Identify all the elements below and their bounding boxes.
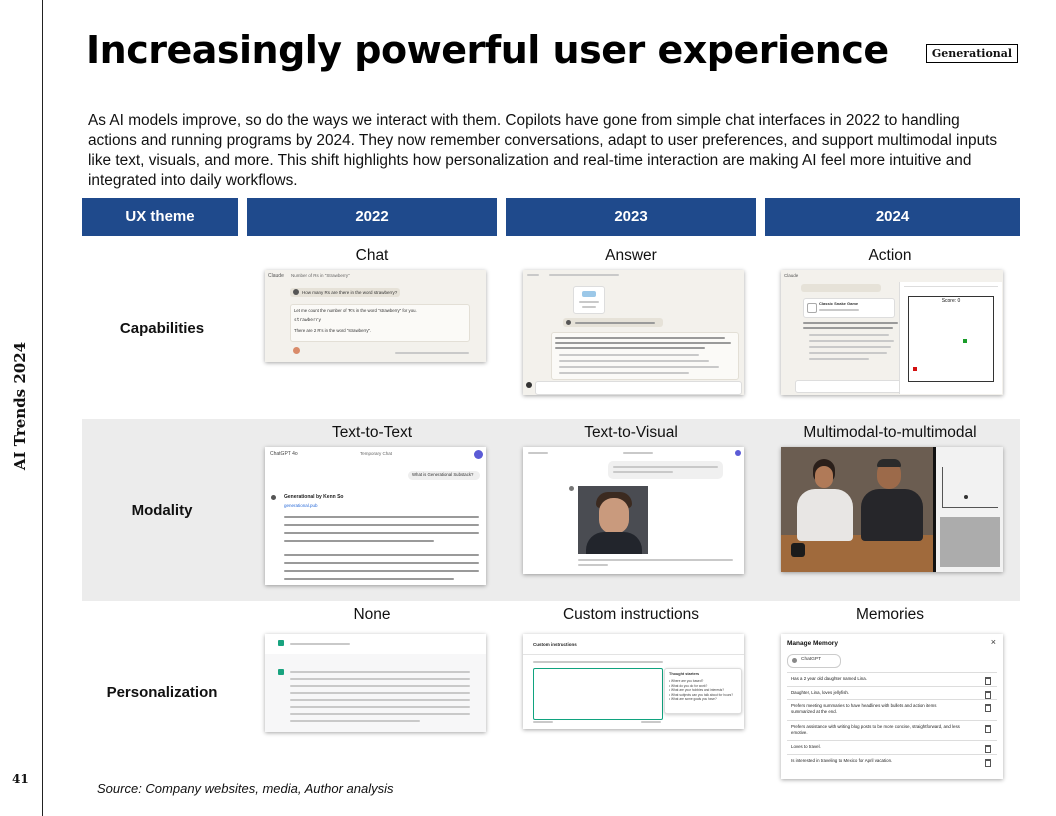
memory-divider (787, 754, 997, 755)
answer-heading: Generational by Kenn So (284, 494, 344, 500)
memory-divider (787, 672, 997, 673)
person-2-hair (877, 459, 901, 467)
thought-starter-item: • Where are you based? (669, 679, 704, 683)
user-avatar (293, 289, 299, 295)
column-header-2022: 2022 (247, 198, 497, 236)
thought-starter-item: • What do you do for work? (669, 683, 708, 688)
claude-answer-line-1: Let me count the number of 'R's in the word "strawberry" for you. (294, 308, 417, 313)
model-selector[interactable]: ChatGPT (787, 654, 841, 668)
cell-label-custom-instructions: Custom instructions (562, 606, 700, 623)
thought-starter-item: • What subjects can you talk about for hours? (669, 692, 734, 697)
user-avatar-icon (474, 450, 483, 459)
video-screen-panel (936, 447, 1003, 572)
trash-icon[interactable] (985, 691, 991, 699)
claude-answer-code: strawberry (294, 318, 322, 323)
screenshot-multimodal-video (781, 447, 1003, 572)
cell-label-none: None (353, 606, 391, 623)
screenshot-chatgpt-text (265, 447, 486, 585)
memory-divider (787, 740, 997, 741)
snake-score: Score: 0 (941, 298, 961, 304)
screenshot-claude-answer (523, 270, 744, 395)
cell-label-action: Action (868, 247, 912, 264)
memory-divider (787, 686, 997, 687)
thought-starters-popup: Thought starters • Where are you based? • What do you do for work? • What are your hobbies and interests? • What subjects can you talk about for hours? • What are some goals you have? (664, 668, 742, 714)
section-tag: Generational (926, 44, 1018, 63)
row-label-capabilities: Capabilities (119, 320, 205, 337)
person-2-sweater (861, 489, 923, 541)
row-label-modality: Modality (131, 502, 193, 519)
memory-item: Daughter, Lina, loves jellyfish. (791, 690, 850, 695)
answer-link: generational.pub (284, 503, 318, 508)
column-header-theme: UX theme (82, 198, 238, 236)
page-number: 41 (12, 772, 29, 786)
trash-icon[interactable] (985, 725, 991, 733)
cell-label-text-to-text: Text-to-Text (331, 424, 413, 441)
screenshot-claude-action (781, 270, 1003, 395)
row-label-personalization: Personalization (106, 684, 218, 701)
user-icon (278, 640, 284, 646)
claude-logo-icon (293, 347, 300, 354)
snake-food (913, 367, 917, 371)
screenshot-custom-instructions (523, 634, 744, 729)
instructions-textarea (533, 668, 663, 720)
trash-icon[interactable] (985, 759, 991, 767)
memory-item: Prefers assistance with writing blog posts to be more concise, straightforward, and less emotive. (791, 724, 960, 735)
close-icon[interactable]: × (990, 637, 996, 647)
claude-action-app: Claude (784, 273, 799, 278)
sidebar-vertical-title: AI Trends 2024 (11, 341, 29, 470)
memory-divider (787, 699, 997, 700)
person-1-hoodie (797, 489, 853, 541)
chatgpt-question: What is Generational Substack? (412, 472, 474, 477)
generated-portrait-image (578, 486, 648, 554)
cell-label-multimodal: Multimodal-to-multimodal (803, 424, 977, 441)
claude-question: How many Rs are there in the word strawberry? (302, 290, 398, 295)
sidebar-divider (42, 0, 43, 816)
page-title: Increasingly powerful user experience (86, 28, 889, 72)
custom-instructions-title: Custom instructions (533, 642, 577, 647)
memory-title: Manage Memory (787, 640, 838, 647)
snake-game-title: Classic Snake Game (819, 301, 859, 306)
source-note: Source: Company websites, media, Author analysis (97, 781, 394, 796)
temporary-chat-label: Temporary Chat (360, 451, 393, 456)
cell-label-memories: Memories (855, 606, 925, 623)
mug (791, 543, 805, 557)
screenshot-chatgpt-image (523, 447, 744, 574)
trash-icon[interactable] (985, 745, 991, 753)
column-header-2024: 2024 (765, 198, 1020, 236)
column-header-2023: 2023 (506, 198, 756, 236)
claude-answer-line-3: There are 2 R's in the word "strawberry". (294, 328, 372, 333)
trash-icon[interactable] (985, 677, 991, 685)
snake-game-canvas (908, 296, 994, 382)
trash-icon[interactable] (985, 704, 991, 712)
claude-answer-input (535, 381, 742, 395)
chatgpt-logo-icon (271, 495, 276, 500)
snake-game-artifact (899, 282, 1002, 394)
memory-item: Is interested in traveling to Mexico for April vacation. (791, 758, 893, 763)
assistant-icon (278, 669, 284, 675)
chatgpt-model-name: ChatGPT 4o (270, 451, 298, 457)
claude-thread-title: Number of Rs in "Strawberry" (291, 273, 350, 278)
snake-body (963, 339, 967, 343)
thought-starter-item: • What are your hobbies and interests? (669, 688, 724, 693)
screenshot-chatgpt-no-memory (265, 634, 486, 732)
memory-divider (787, 720, 997, 721)
cell-label-answer: Answer (605, 247, 657, 264)
screenshot-claude-chat (265, 270, 486, 362)
thought-starter-item: • What are some goals you have? (669, 697, 717, 702)
intro-paragraph: As AI models improve, so do the ways we interact with them. Copilots have gone from simple chat interfaces in 2022 to handling actions and running programs by 2024. They now remember conversations, adapt to user preferences, and support multimodal inputs like text, visuals, and more. This shift highlights how personalization and real-time interaction are making AI feel more intuitive and integrated into daily workflows. (88, 112, 998, 189)
person-1-face (815, 466, 833, 488)
screenshot-manage-memory (781, 634, 1003, 779)
chatgpt-logo-icon (792, 658, 797, 663)
cell-label-chat: Chat (355, 247, 389, 264)
memory-item: Prefers meeting summaries to have headlines with bullets and action items summarized at the end. (791, 703, 937, 714)
memory-item: Loves to travel. (791, 744, 821, 749)
memory-item: Has a 2 year old daughter named Lina. (791, 676, 867, 681)
cell-label-text-to-visual: Text-to-Visual (584, 424, 678, 441)
claude-app-name: Claude (268, 273, 284, 279)
